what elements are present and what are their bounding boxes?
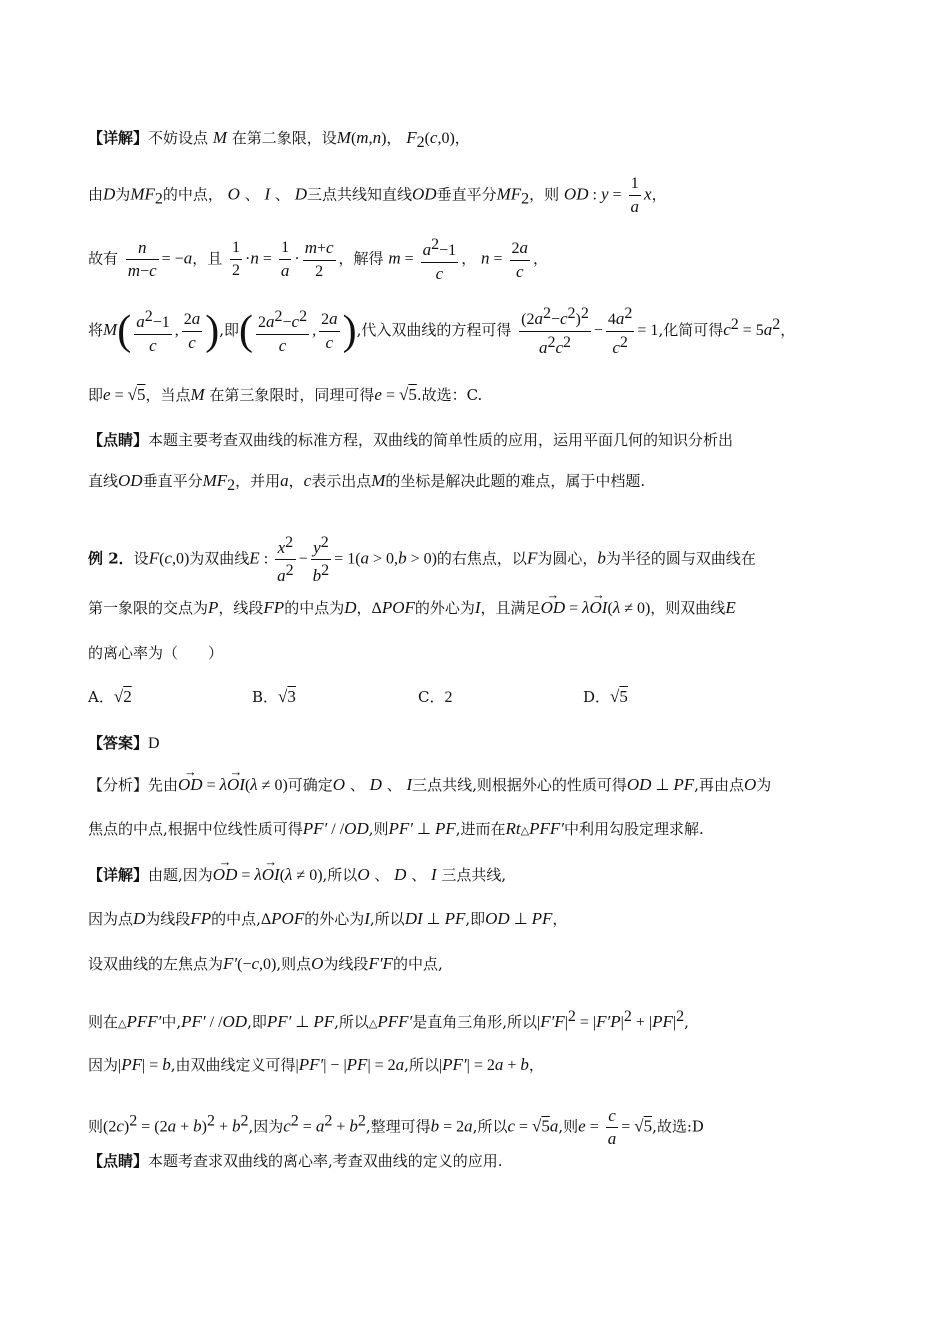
option-b[interactable]: B．√3 — [252, 687, 296, 706]
detail2-line-3: 设双曲线的左焦点为F′(−c,0),则点O为线段F′F的中点, — [88, 954, 443, 973]
detail-line-4: 将M( $\frac{a^2-1}{c}$ , $\frac{2a}{c}$ ),即( $\frac{2a^2-c^2}{c}$ , $\frac{2a}{c}$ ),代入双曲线的方程可得 $\frac{(2a^2-c^2)^2}{a^2c^2}$ − $\frac{4a^2}{c^2}$ = 1,化简可得$c^2 = 5a^2$， — [88, 305, 796, 357]
detail2-line-5: 因为|PF| = b,由双曲线定义可得|PF′| − |PF| = 2a,所以|PF′| = 2a + b， — [88, 1055, 544, 1074]
analysis-line-2: 焦点的中点,根据中位线性质可得PF′ / /OD,则PF′ ⊥ PF,进而在Rt△PFF′中利用勾股定理求解. — [88, 819, 704, 838]
analysis-line-1: 【分析】先由→ OD = λ→ OI(λ ≠ 0)可确定O 、 D 、 I三点共线,则根据外心的性质可得OD ⊥ PF,再由点O为 — [88, 774, 771, 797]
detail2-line-4: 则在△PFF′中,PF′ / /OD,即PF′ ⊥ PF,所以△PFF′是直角三角形,所以$|F'F|^2 = |F'P|^2 + |PF|^2$, — [88, 1008, 689, 1031]
detail-line-2: 由D为$MF_2$的中点， O 、 I 、 D三点共线知直线OD垂直平分$MF_2$，则 OD : y = $\frac{1}{a}$ x， — [88, 175, 667, 216]
option-d[interactable]: D．√5 — [583, 687, 628, 706]
detail2-line-1: 【详解】由题,因为→ OD = λ→ OI(λ ≠ 0),所以O 、 D 、 I 三点共线, — [88, 864, 506, 887]
comment-line-1: 【点睛】本题主要考查双曲线的标准方程，双曲线的简单性质的应用，运用平面几何的知识分析出 — [88, 431, 734, 449]
detail-line-1: 【详解】不妨设点 M 在第二象限，设M(m,n)， $F_2(c,0)$， — [88, 128, 470, 151]
option-a[interactable]: A．√2 — [88, 687, 132, 706]
comment-line-2: 直线OD垂直平分$MF_2$，并用a，c表示出点M的坐标是解决此题的难点，属于中档题. — [88, 471, 646, 494]
detail-label: 【详解】 — [88, 129, 149, 147]
example-2-line-2: 第一象限的交点为P，线段FP的中点为D，ΔPOF的外心为I，且满足→ OD = λ→ OI(λ ≠ 0)，则双曲线E — [88, 597, 736, 620]
answer-line: 【答案】D — [88, 734, 160, 752]
answer-value: D — [148, 735, 160, 752]
example-2-line-1: 例 2．设F(c,0)为双曲线E : $\frac{x^2}{a^2}$ − $\frac{y^2}{b^2}$ = 1(a > 0,b > 0)的右焦点，以F为圆心，b为半径的圆与双曲线在 — [88, 534, 756, 585]
final-comment-line: 【点睛】本题考查求双曲线的离心率,考查双曲线的定义的应用. — [88, 1152, 503, 1170]
detail2-line-2: 因为点D为线段FP的中点,ΔPOF的外心为I,所以DI ⊥ PF,即OD ⊥ PF， — [88, 909, 568, 928]
detail2-line-6: 则$(2c)^2 = (2a + b)^2 + b^2$,因为$c^2 = a^2 + b^2$,整理可得b = 2a,所以c = √5a,则e = $\frac{c}{a}$ = √5,故选:D — [88, 1106, 704, 1148]
detail-line-3: 故有 $\frac{n}{m-c}$ = −a，且 $\frac{1}{2}$ ·n = $\frac{1}{a}$ · $\frac{m+c}{2}$ ，解得 m = $\frac{a^2-1}{c}$ ， n = $\frac{2a}{c}$ ， — [88, 236, 549, 283]
example-2-line-3: 的离心率为（ ） — [88, 644, 224, 662]
detail-line-5: 即e = √5，当点M 在第三象限时，同理可得e = √5.故选：C. — [88, 385, 483, 404]
option-c[interactable]: C．2 — [418, 688, 453, 706]
